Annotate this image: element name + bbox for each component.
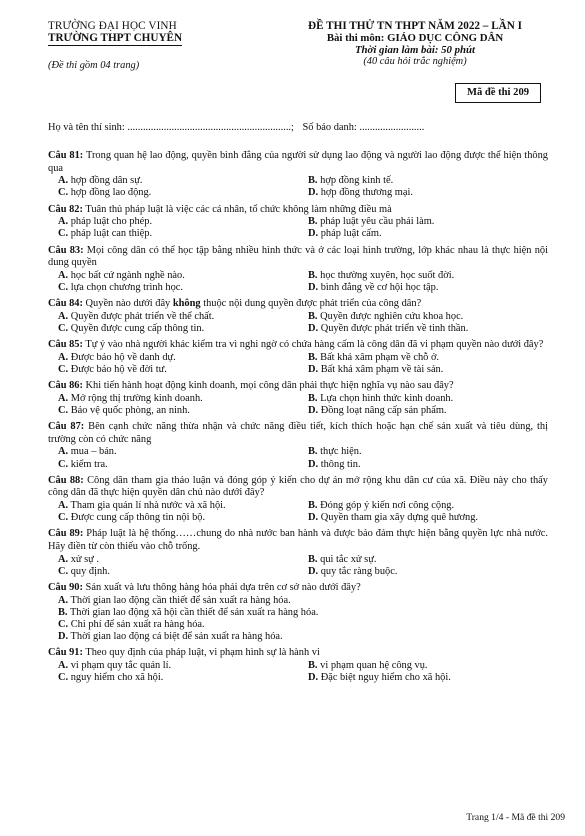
question-text: Theo quy định của pháp luật, vi phạm hình sự là hành vi xyxy=(85,647,320,659)
option-letter: A. xyxy=(58,392,69,404)
option-text: quy định. xyxy=(70,565,110,577)
question-item xyxy=(48,245,548,295)
option-letter: C. xyxy=(58,512,69,524)
answer-option xyxy=(298,566,548,578)
option-text: Quyền được phát triển về tinh thần. xyxy=(320,322,469,334)
option-letter: D. xyxy=(308,363,319,375)
question-stem xyxy=(48,380,548,393)
option-text: Lựa chọn hình thức kinh doanh. xyxy=(320,392,454,404)
question-number: Câu 82: xyxy=(48,203,83,215)
answer-option xyxy=(48,323,298,335)
question-text: Pháp luật là hệ thống……chung do nhà nước ban hành và được bảo đảm thực hiện bằng quyền lực nhà nước. Hãy điền từ còn thiếu vào chỗ trống. xyxy=(48,528,548,552)
option-text: Thời gian lao động cần thiết để sản xuất ra hàng hóa. xyxy=(70,594,291,606)
question-number: Câu 90: xyxy=(48,581,83,593)
exam-subject: Bài thi môn: GIÁO DỤC CÔNG DÂN xyxy=(326,32,504,44)
question-item xyxy=(48,528,548,578)
answer-option xyxy=(48,282,298,294)
exam-time: Thời gian làm bài: 50 phút xyxy=(354,44,476,56)
option-letter: D. xyxy=(308,565,319,577)
answer-option xyxy=(298,405,548,417)
option-letter: B. xyxy=(308,553,318,565)
answer-option xyxy=(48,393,298,405)
answer-options xyxy=(48,393,548,417)
option-text: thông tin. xyxy=(320,458,361,470)
pages-note: (Đề thi gồm 04 trang) xyxy=(48,60,140,71)
question-text: Mọi công dân có thể học tập bằng nhiều hình thức và ở các loại hình trường, lớp khác nhau là thực hiện nội dung quyền xyxy=(48,244,548,269)
option-text: Được cung cấp thông tin nội bộ. xyxy=(70,512,206,524)
question-count-note: (40 câu hỏi trắc nghiệm) xyxy=(363,56,467,67)
option-text: Quyền tham gia xây dựng quê hương. xyxy=(320,512,479,524)
option-text: Bảo vệ quốc phòng, an ninh. xyxy=(70,404,190,416)
question-text: Tự ý vào nhà người khác kiểm tra vì nghi ngờ có chứa hàng cấm là công dân đã vi phạm quyền nào dưới đây? xyxy=(85,339,544,351)
option-letter: A. xyxy=(58,310,69,322)
answer-option xyxy=(298,175,548,187)
option-text: Đóng góp ý kiến nơi công cộng. xyxy=(320,499,455,511)
option-letter: C. xyxy=(58,228,69,240)
question-text: Trong quan hệ lao động, quyền bình đẳng của người sử dụng lao động và người lao động được thể hiện thông qua xyxy=(48,150,548,174)
option-letter: B. xyxy=(308,351,318,363)
option-text: Đặc biệt nguy hiểm cho xã hội. xyxy=(320,672,451,684)
question-number: Câu 86: xyxy=(48,380,83,392)
school-name: TRƯỜNG ĐẠI HỌC VINH xyxy=(48,20,177,32)
answer-option xyxy=(48,672,298,684)
answer-option xyxy=(48,352,298,364)
answer-option xyxy=(298,446,548,458)
answer-option xyxy=(48,187,298,199)
option-text: Bất khả xâm phạm về chỗ ở. xyxy=(320,351,440,363)
question-stem xyxy=(48,528,548,553)
option-text: hợp đồng dân sự. xyxy=(70,175,143,187)
option-text: vi phạm quy tắc quản lí. xyxy=(70,659,172,671)
answer-option xyxy=(48,566,298,578)
question-number: Câu 83: xyxy=(48,244,84,256)
option-letter: C. xyxy=(58,458,69,470)
option-letter: D. xyxy=(308,322,319,334)
answer-options xyxy=(48,175,548,199)
option-text: mua – bán. xyxy=(70,446,117,458)
answer-option xyxy=(48,554,298,566)
option-letter: C. xyxy=(58,363,69,375)
option-letter: C. xyxy=(58,672,69,684)
option-letter: B. xyxy=(308,446,318,458)
option-letter: C. xyxy=(58,281,69,293)
option-text: Được bảo hộ về đời tư. xyxy=(70,363,167,375)
answer-option xyxy=(298,672,548,684)
option-text: vi phạm quan hệ công vụ. xyxy=(320,659,428,671)
question-item xyxy=(48,582,548,643)
option-text: Quyền được nghiên cứu khoa học. xyxy=(320,310,464,322)
student-info-line xyxy=(48,122,548,133)
option-text: pháp luật cấm. xyxy=(320,228,382,240)
answer-option xyxy=(48,364,298,376)
question-stem xyxy=(48,339,548,352)
answer-options xyxy=(48,311,548,335)
answer-options xyxy=(48,554,548,578)
answer-option xyxy=(298,187,548,199)
question-item xyxy=(48,339,548,376)
option-letter: A. xyxy=(58,351,69,363)
exam-title: ĐỀ THI THỬ TN THPT NĂM 2022 – LẦN I xyxy=(308,20,522,32)
answer-option xyxy=(48,228,298,240)
question-stem xyxy=(48,204,548,217)
question-item xyxy=(48,204,548,241)
answer-option xyxy=(298,512,548,524)
answer-option xyxy=(48,607,548,619)
option-letter: C. xyxy=(58,618,69,630)
option-text: kiểm tra. xyxy=(70,458,108,470)
answer-option xyxy=(298,323,548,335)
answer-option xyxy=(298,500,548,512)
answer-option xyxy=(298,352,548,364)
option-text: pháp luật cho phép. xyxy=(70,216,153,228)
student-id-field: Số báo danh: ......................... xyxy=(302,122,425,133)
option-text: lựa chọn chương trình học. xyxy=(70,281,183,293)
answer-option xyxy=(48,459,298,471)
header-left xyxy=(48,20,248,71)
option-letter: B. xyxy=(308,392,318,404)
answer-options xyxy=(48,446,548,470)
question-stem xyxy=(48,298,548,311)
answer-option xyxy=(48,175,298,187)
option-letter: C. xyxy=(58,404,69,416)
answer-option xyxy=(48,619,548,631)
option-text: Đồng loạt nâng cấp sản phẩm. xyxy=(320,404,447,416)
option-letter: D. xyxy=(308,404,319,416)
option-text: bình đẳng về cơ hội học tập. xyxy=(320,281,439,293)
question-stem xyxy=(48,245,548,270)
option-letter: B. xyxy=(58,606,68,618)
answer-option xyxy=(298,282,548,294)
option-text: pháp luật can thiệp. xyxy=(70,228,153,240)
option-text: Mở rộng thị trường kinh doanh. xyxy=(70,392,203,404)
answer-option xyxy=(298,459,548,471)
answer-options xyxy=(48,352,548,376)
option-letter: A. xyxy=(58,216,69,228)
option-text: thực hiện. xyxy=(320,446,362,458)
answer-options xyxy=(48,270,548,294)
question-list xyxy=(48,150,548,688)
option-text: Chi phí để sản xuất ra hàng hóa. xyxy=(70,618,205,630)
question-item xyxy=(48,647,548,684)
question-item xyxy=(48,298,548,335)
option-letter: A. xyxy=(58,553,69,565)
answer-option xyxy=(298,393,548,405)
option-text: Tham gia quản lí nhà nước và xã hội. xyxy=(70,499,226,511)
option-letter: A. xyxy=(58,175,69,187)
option-text: Quyền được cung cấp thông tin. xyxy=(70,322,205,334)
option-letter: D. xyxy=(308,228,319,240)
question-number: Câu 89: xyxy=(48,528,84,540)
option-letter: C. xyxy=(58,187,69,199)
option-text: hợp đồng thương mại. xyxy=(320,187,413,199)
option-letter: D. xyxy=(308,512,319,524)
question-number: Câu 91: xyxy=(48,647,83,659)
option-letter: D. xyxy=(58,631,69,643)
option-letter: B. xyxy=(308,659,318,671)
answer-option xyxy=(48,270,298,282)
option-letter: B. xyxy=(308,175,318,187)
option-letter: C. xyxy=(58,565,69,577)
exam-code-box: Mã đề thi 209 xyxy=(455,83,541,103)
question-text: Khi tiến hành hoạt động kinh doanh, mọi công dân phải thực hiện nghĩa vụ nào sau đây? xyxy=(85,380,454,392)
option-text: nguy hiểm cho xã hội. xyxy=(70,672,164,684)
answer-option xyxy=(48,660,298,672)
answer-option xyxy=(48,311,298,323)
option-text: Thời gian lao động cá biệt để sản xuất ra hàng hóa. xyxy=(70,631,283,643)
option-text: Quyền được phát triển về thể chất. xyxy=(70,310,215,322)
option-letter: B. xyxy=(308,310,318,322)
option-letter: B. xyxy=(308,269,318,281)
option-text: hợp đồng lao động. xyxy=(70,187,152,199)
question-stem xyxy=(48,150,548,175)
option-letter: A. xyxy=(58,659,69,671)
answer-option xyxy=(298,554,548,566)
question-text: Sản xuất và lưu thông hàng hóa phải dựa trên cơ sở nào dưới đây? xyxy=(85,581,361,593)
question-text: Bên cạnh chức năng thừa nhận và chức năng điều tiết, kích thích hoặc hạn chế sản xuất và tiêu dùng, thị trường còn có chức năng xyxy=(48,421,548,445)
question-stem xyxy=(48,647,548,660)
option-letter: B. xyxy=(308,216,318,228)
answer-option xyxy=(48,216,298,228)
question-number: Câu 87: xyxy=(48,421,85,433)
answer-option xyxy=(48,631,548,643)
question-stem xyxy=(48,582,548,595)
question-number: Câu 84: xyxy=(48,298,83,310)
question-number: Câu 88: xyxy=(48,474,84,486)
question-text: Quyền nào dưới đây xyxy=(85,298,173,310)
option-letter: A. xyxy=(58,594,69,606)
question-text: Tuân thủ pháp luật là việc các cá nhân, tổ chức không làm những điều mà xyxy=(85,203,392,215)
option-letter: C. xyxy=(58,322,69,334)
option-letter: D. xyxy=(308,458,319,470)
option-text: xử sự . xyxy=(70,553,100,565)
question-stem xyxy=(48,421,548,446)
question-text-emphasis: không xyxy=(172,298,201,310)
header-right xyxy=(270,20,560,67)
question-number: Câu 81: xyxy=(48,150,84,161)
option-text: qui tắc xử sự. xyxy=(320,553,377,565)
answer-option xyxy=(298,364,548,376)
option-text: Bất khả xâm phạm về tài sản. xyxy=(320,363,444,375)
answer-options xyxy=(48,595,548,644)
answer-options xyxy=(48,660,548,684)
option-text: học bất cứ ngành nghề nào. xyxy=(70,269,185,281)
question-text: Công dân tham gia thảo luận và đóng góp ý kiến cho dự án mở rộng khu dân cư của xã. Điều này cho thấy công dân đã thực hiện quyền dân chủ nào dưới đây? xyxy=(48,474,548,499)
option-text: hợp đồng kinh tế. xyxy=(320,175,394,187)
question-item xyxy=(48,475,548,525)
option-letter: D. xyxy=(308,672,319,684)
option-letter: D. xyxy=(308,281,319,293)
student-name-field: Họ và tên thí sinh: ...............................................................; xyxy=(48,122,294,133)
answer-option xyxy=(48,500,298,512)
answer-option xyxy=(298,228,548,240)
answer-option xyxy=(298,270,548,282)
question-stem xyxy=(48,475,548,500)
option-text: Được bảo hộ về danh dự. xyxy=(70,351,176,363)
option-letter: D. xyxy=(308,187,319,199)
answer-option xyxy=(298,311,548,323)
option-text: Thời gian lao động xã hội cần thiết để sản xuất ra hàng hóa. xyxy=(69,606,319,618)
option-letter: A. xyxy=(58,499,69,511)
answer-option xyxy=(298,660,548,672)
question-number: Câu 85: xyxy=(48,339,83,351)
answer-option xyxy=(48,595,548,607)
option-letter: B. xyxy=(308,499,318,511)
answer-option xyxy=(48,405,298,417)
option-letter: A. xyxy=(58,269,69,281)
question-item xyxy=(48,421,548,471)
question-item xyxy=(48,150,548,200)
option-text: học thường xuyên, học suốt đời. xyxy=(320,269,455,281)
answer-options xyxy=(48,216,548,240)
answer-option xyxy=(48,512,298,524)
question-text: thuộc nội dung quyền được phát triển của công dân? xyxy=(200,298,422,310)
answer-options xyxy=(48,500,548,524)
school-dept: TRƯỜNG THPT CHUYÊN xyxy=(48,32,183,44)
answer-option xyxy=(298,216,548,228)
option-text: quy tắc ràng buộc. xyxy=(320,565,398,577)
option-letter: A. xyxy=(58,446,69,458)
option-text: pháp luật yêu cầu phải làm. xyxy=(320,216,435,228)
page-footer: Trang 1/4 - Mã đề thi 209 xyxy=(466,812,565,823)
question-item xyxy=(48,380,548,417)
answer-option xyxy=(48,446,298,458)
